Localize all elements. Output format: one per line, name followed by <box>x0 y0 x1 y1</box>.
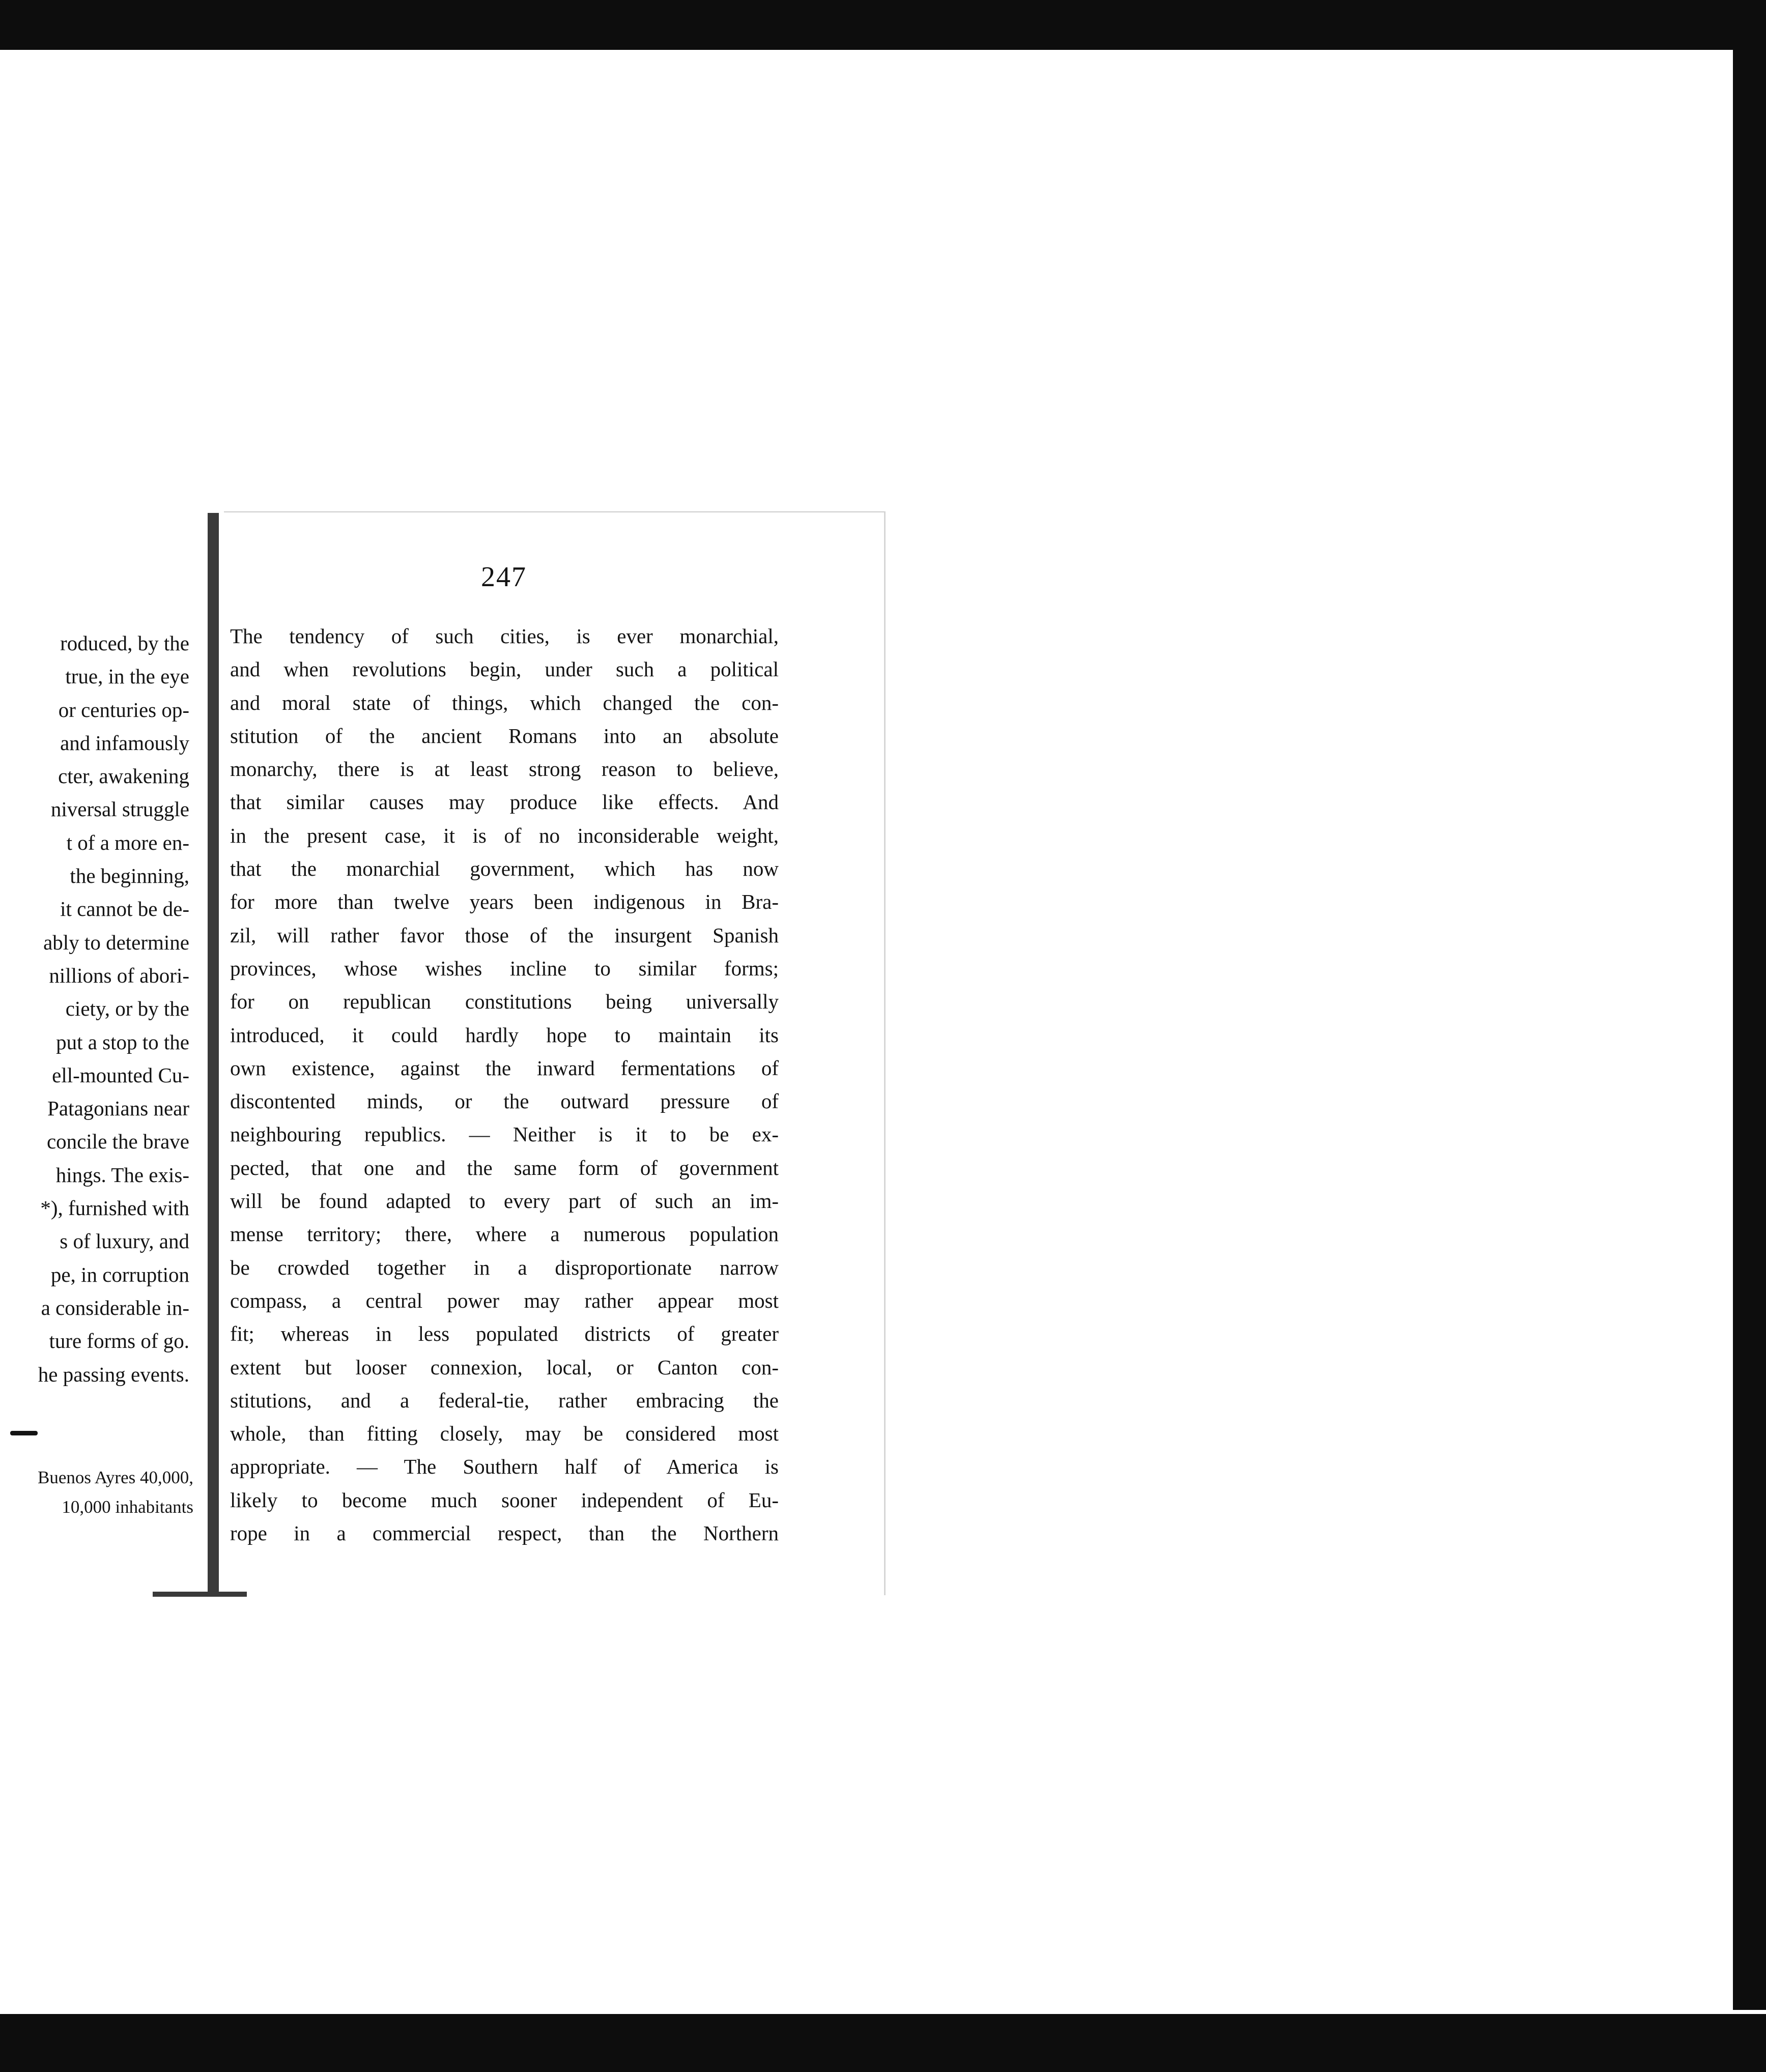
body-line: that similar causes may produce like effects. And <box>230 790 779 814</box>
scan-border-right <box>1733 36 1766 2010</box>
body-line: fit; whereas in less populated districts of greater <box>230 1322 779 1346</box>
body-line: will be found adapted to every part of such an im- <box>230 1189 779 1213</box>
body-line: pected, that one and the same form of government <box>230 1156 779 1179</box>
body-line: and moral state of things, which changed the con- <box>230 690 779 714</box>
footnote-line: Buenos Ayres 40,000, <box>38 1467 193 1487</box>
body-line: be crowded together in a disproportionate narrow <box>230 1255 779 1279</box>
facing-line: niversal struggle <box>50 797 189 821</box>
facing-line: ciety, or by the <box>65 997 189 1021</box>
footnote-rule <box>10 1431 38 1435</box>
body-line: own existence, against the inward fermentations of <box>230 1056 779 1080</box>
facing-line: concile the brave <box>46 1130 189 1154</box>
facing-line: roduced, by the <box>60 631 189 655</box>
body-line: that the monarchial government, which has now <box>230 857 779 881</box>
body-line: The tendency of such cities, is ever monarchial, <box>230 624 779 648</box>
facing-line: put a stop to the <box>56 1030 189 1054</box>
facing-line: hings. The exis- <box>55 1163 189 1187</box>
body-line: appropriate. — The Southern half of America is <box>230 1455 779 1479</box>
facing-line: ture forms of go. <box>49 1329 189 1353</box>
body-line: provinces, whose wishes incline to similar forms; <box>230 956 779 980</box>
scan-border-bottom <box>0 2014 1766 2072</box>
body-line: and when revolutions begin, under such a political <box>230 657 779 681</box>
book-gutter <box>208 513 219 1597</box>
body-line: stitution of the ancient Romans into an absolute <box>230 724 779 747</box>
facing-line: a considerable in- <box>41 1296 189 1319</box>
body-line: stitutions, and a federal-tie, rather embracing the <box>230 1388 779 1412</box>
facing-line: t of a more en- <box>66 830 189 854</box>
body-line: rope in a commercial respect, than the Northern <box>230 1521 779 1545</box>
facing-line: *), furnished with <box>40 1196 189 1220</box>
facing-line: ably to determine <box>43 930 189 954</box>
facing-line: or centuries op- <box>58 698 189 722</box>
body-line: zil, will rather favor those of the insurgent Spanish <box>230 923 779 947</box>
body-line: discontented minds, or the outward pressure of <box>230 1089 779 1113</box>
body-line: for more than twelve years been indigenous in Bra- <box>230 890 779 914</box>
facing-line: ell-mounted Cu- <box>52 1063 189 1087</box>
facing-line: he passing events. <box>38 1362 189 1386</box>
footnote-line: 10,000 inhabitants <box>62 1497 193 1517</box>
page-body-text <box>230 620 779 1550</box>
body-line: compass, a central power may rather appear most <box>230 1288 779 1312</box>
body-line: extent but looser connexion, local, or Canton con- <box>230 1355 779 1379</box>
body-line: neighbouring republics. — Neither is it to be ex- <box>230 1123 779 1146</box>
facing-line: the beginning, <box>70 864 189 888</box>
facing-line: true, in the eye <box>65 665 189 688</box>
facing-line: and infamously <box>60 731 189 755</box>
body-line: introduced, it could hardly hope to maintain its <box>230 1023 779 1047</box>
body-line: whole, than fitting closely, may be considered most <box>230 1422 779 1446</box>
facing-line: pe, in corruption <box>50 1262 189 1286</box>
body-line: for on republican constitutions being universally <box>230 990 779 1014</box>
facing-line: cter, awakening <box>58 764 189 788</box>
scan-border-top <box>0 0 1766 50</box>
body-line: mense territory; there, where a numerous population <box>230 1222 779 1246</box>
body-line: monarchy, there is at least strong reason to believe, <box>230 757 779 781</box>
facing-line: s of luxury, and <box>60 1229 189 1253</box>
facing-page-footnote <box>0 1463 193 1522</box>
body-line: in the present case, it is of no inconsiderable weight, <box>230 823 779 847</box>
page-number: 247 <box>481 561 527 593</box>
facing-page-text <box>0 627 189 1391</box>
facing-line: nillions of abori- <box>49 963 189 987</box>
facing-line: Patagonians near <box>47 1097 189 1120</box>
body-line: likely to become much sooner independent of Eu- <box>230 1488 779 1512</box>
facing-line: it cannot be de- <box>60 897 189 921</box>
